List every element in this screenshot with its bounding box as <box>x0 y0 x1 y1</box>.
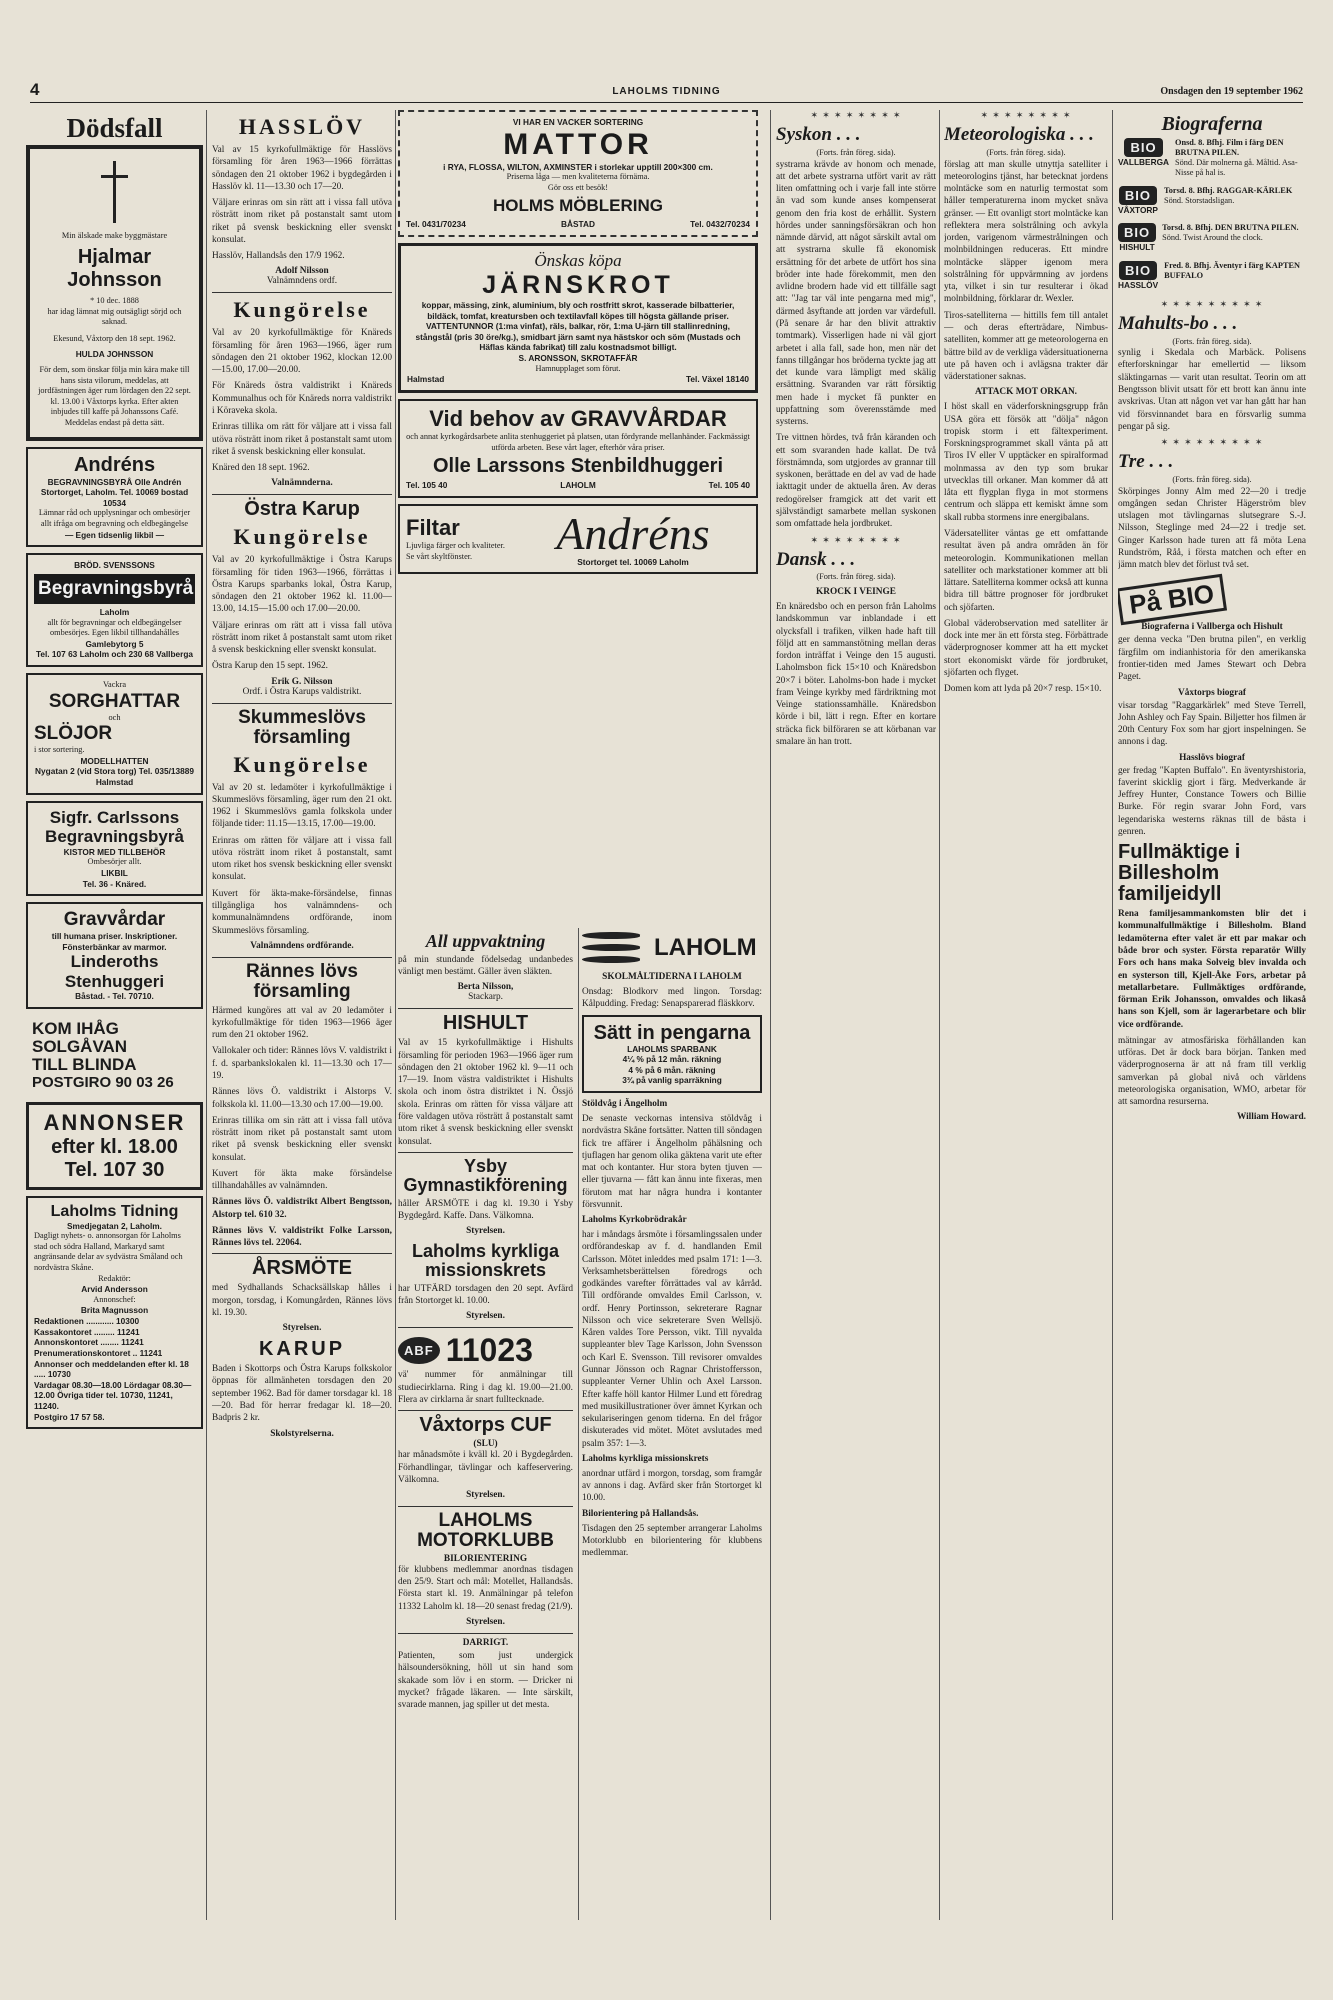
page-number: 4 <box>30 80 40 99</box>
editor-name: Arvid Andersson <box>81 1284 148 1295</box>
cinema-program: Onsd. 8. Bfhj. Film i färg DEN BRUTNA PILEN. <box>1175 138 1284 157</box>
ad-title: ANNONSER <box>43 1109 186 1135</box>
article-text: Rena familjesammankomsten blir det i kommunalfullmäktige i Billesholm. Bland ledamöterna efter valet är ett par makar och både bror och syster. Första reparatör Willy Fors och hans maka Solveig blev invalda och en systerson till, Kjell-Åke Fors, arbetar på metallarbetare. Fullmäktiges ordförande, förman Erik Johansson, omvaldes och likaså hans son Kjell, som är lagerarbetare och blir vice ordförande. <box>1118 909 1306 1030</box>
ad-andrens-funeral <box>26 447 203 548</box>
ad-town: LAHOLM <box>560 480 596 491</box>
notice-text: Väljare erinras om rätt att i vissa fall utöva rösträtt inom riket å postanstalt samt utom riket å svensk beskickning eller svenskt konsulat. <box>212 620 392 656</box>
ad-visit: Gör oss ett besök! <box>547 182 609 192</box>
article-continued: (Forts. från föreg. sida). <box>986 147 1066 157</box>
notice-signature: Styrelsen. <box>466 1490 505 1501</box>
ad-brand: Andréns <box>556 507 710 559</box>
masthead-info <box>26 1196 203 1430</box>
ad-carlssons <box>26 801 203 897</box>
masthead-text: Dagligt nyhets- o. annonsorgan för Laholms stad och södra Halland, Markaryd samt angränsande delar av sydvästra Småland och nordvästra Skåne. <box>34 1231 183 1273</box>
ad-phone: Tel. 107 30 <box>64 1158 165 1181</box>
ad-title: SORGHATTAR <box>48 690 181 712</box>
ad-text: Lämnar råd och upplysningar och ombesörjer allt ifråga om begravning och eldbegängelse <box>38 508 191 529</box>
cinema-vallberga <box>1118 138 1306 178</box>
notice-title: Ysby Gymnastikförening <box>403 1155 568 1195</box>
ad-phone: Tel. 0432/70234 <box>690 219 750 230</box>
ad-phone: Båstad. - Tel. 70710. <box>75 991 154 1002</box>
ad-contact-row <box>407 374 749 385</box>
notice-signature: Erik G. Nilsson <box>271 676 333 687</box>
issue-date: Onsdagen den 19 september 1962 <box>1160 86 1303 97</box>
bio-logo: BIO <box>1118 223 1156 242</box>
divider <box>398 1506 573 1507</box>
notice-signature: Styrelsen. <box>466 1616 505 1627</box>
notice-text: Erinras om rätten för väljare att i vissa fall utöva rösträtt inom riket å postanstalt, samt utom riket hos svensk beskickning eller svenskt konsulat. <box>212 835 392 883</box>
ad-top: VI HAR EN VACKER SORTERING <box>512 117 644 127</box>
notice-text: Val av 15 kyrkofullmäktige för Hasslövs församling för åren 1963—1966 förrättas söndagen den 21 oktober 1962 i bygdegården i Hasslöv kl. 11—13.30 och 17—20. <box>212 145 392 192</box>
notice-text: Härmed kungöres att val av 20 ledamöter i kyrkofullmäktige för tiden 1963—1966 äger rum den 21 oktober 1962. <box>212 1005 392 1041</box>
article-text: Onsdag: Blodkorv med lingon. Torsdag: Kålpudding. Fredag: Senapsparerad fläskkorv. <box>582 987 762 1010</box>
divider <box>212 292 392 293</box>
article-title: Våxtorps biograf <box>1178 687 1246 698</box>
phone-line: Redaktionen ............ 10300 <box>34 1316 140 1327</box>
ad-phone: Tel. 107 63 Laholm och 230 68 Vallberga <box>35 649 194 660</box>
ad-top: BRÖD. SVENSSONS <box>74 560 155 571</box>
article-text: visar torsdag "Raggarkärlek" med Steve Terrell, John Ashley och Fay Spain. Biljetter hos filmen är 20th Century Fox som har gjort inspelningen. Se annons i dag. <box>1118 700 1306 748</box>
article-title: Biograferna i Vallberga och Hishult <box>1141 622 1283 633</box>
notice-role: Ordf. i Östra Karups valdistrikt. <box>242 686 362 697</box>
column-ads-left <box>26 110 203 1920</box>
ad-footer: — Egen tidsenlig likbil — <box>64 529 165 540</box>
ad-sparbank <box>582 1015 762 1093</box>
ad-title: GRAVVÅRDAR <box>570 405 727 431</box>
notice-signature: Rännes lövs V. valdistrikt Folke Larsson, Rännes lövs tel. 22064. <box>212 1225 392 1249</box>
notice-text: Kuvert för äkta-make-försändelse, finnas tillgängliga hos valnämndens- och kommunalnämndens ordförande, inom Skummeslövs församling. <box>212 888 392 936</box>
section-stars: ✶ ✶ ✶ ✶ ✶ ✶ ✶ ✶ <box>810 534 902 545</box>
article-text: Patienten, som just undergick hälsoundersökning, höll ut sin hand som skakade som löv i en storm. — Dricker ni mycket? frågade läkaren. — Inte särskilt, svarade mannen, jag spiller ut det mesta. <box>398 1650 573 1711</box>
ad-top: Önskas köpa <box>534 251 622 271</box>
ad-place: Laholm <box>99 606 130 617</box>
notice-text: håller ÅRSMÖTE i dag kl. 19.30 i Ysby Bygdegård. Kaffe. Dans. Välkomna. <box>398 1198 573 1221</box>
article-author: William Howard. <box>1236 1112 1306 1123</box>
notice-text: Vallokaler och tider: Rännes lövs V. valdistrikt i f. d. sparbankslokalen kl. 11—13.30 och 17—19. <box>212 1046 392 1081</box>
article-title: Stöldvåg i Ängelholm <box>582 1098 668 1109</box>
masthead-title: Laholms Tidning <box>50 1202 179 1220</box>
notice-title: Våxtorps CUF <box>419 1414 552 1437</box>
divider <box>398 1410 573 1411</box>
page-header <box>30 80 1303 103</box>
article-title: DARRIGT. <box>462 1637 509 1648</box>
column-biografer <box>1118 110 1306 1920</box>
article-title: Syskon . . . <box>776 124 861 145</box>
divider <box>212 1253 392 1254</box>
notice-signature: Adolf Nilsson <box>275 266 329 277</box>
cinema-info <box>1164 186 1292 206</box>
ad-address: Stortorget, Laholm. Tel. 10069 bostad 10534 <box>40 487 189 508</box>
notice-date: Östra Karup den 15 sept. 1962. <box>212 661 328 672</box>
ad-title-2: SLÖJOR <box>34 723 113 745</box>
cinema-vaxtorp <box>1118 186 1306 216</box>
ad-hearse: LIKBIL <box>101 867 128 878</box>
ad-title: Sigfr. Carlssons Begravningsbyrå <box>45 807 184 847</box>
ad-filtar <box>398 504 758 575</box>
newspaper-name: LAHOLMS TIDNING <box>612 86 721 97</box>
notice-subtitle: Kungörelse <box>233 524 371 550</box>
death-notice-heading: Dödsfall <box>66 113 163 143</box>
divider <box>398 1327 573 1328</box>
article-text: synlig i Skedala och Marbäck. Polisens efterforskningar har emellertid — liksom släktingarnas — varit utan resultat. Teorin om att Bengtsson blivit utsatt för ett brott kan ännu inte avskrivas. Utan att någon vet var han gått har han vid försvinnandet bara en försvarlig summa pengar på sig. <box>1118 348 1306 432</box>
notice-title: Laholms kyrkliga missionskrets <box>411 1241 560 1281</box>
cinema-brand <box>1118 186 1158 216</box>
ad-line: SOLGÅVAN <box>32 1036 128 1056</box>
column-divider <box>206 110 207 1920</box>
ad-sub: BEGRAVNINGSBYRÅ Olle Andrén <box>47 476 182 487</box>
cinema-hishult <box>1118 223 1306 253</box>
ad-title: Gravvårdar <box>63 909 166 931</box>
abf-phone-number: 11023 <box>445 1332 533 1369</box>
laholm-banner <box>582 928 762 968</box>
funeral-note: För dem, som önskar följa min kära make till hans sista vilorum, meddelas, att jordfästningen äger rum lördagen den 22 sept. kl. 13.00 i Våxtorps kyrka. Efter akten inbjudes till kaffe på Johanssons Café. Meddelas endast på detta sätt. <box>38 365 191 428</box>
notice-text: har UTFÄRD torsdagen den 20 sept. Avfärd från Stortorget kl. 10.00. <box>398 1283 573 1307</box>
ad-text: koppar, mässing, zink, aluminium, bly och rostfritt skrot, kasserade bilbatterier, bildäck, tomfat, kreatursben och textilavfall köpes till högsta gällande priser. <box>421 300 735 321</box>
cinema-program: Sönd. Storstadsligan. <box>1163 195 1235 205</box>
notice-signature: Berta Nilsson, <box>457 982 514 993</box>
laholm-title: LAHOLM <box>654 934 757 961</box>
ad-title: Sätt in pengarna <box>593 1021 751 1044</box>
article-text: systrarna krävde av honom och menade, att det arbete systrarna utfört varit av rätt liten omfattning och i varje fall inte större än vad som kunde anses kompenserat genom den fria kost de erhållit. Systern hördes under sanningsförsäkran och hon nämnde därvid, att något särskilt avtal om att systrarna skulle få ekonomisk ersättning för det arbete de utfört hos sina bröder inte hade förekommit, men den avlidne brodern hade vid ett tillfälle sagt att: "Jag tar väl inte pengarna med mig", därmed åsyftande att jorden var värdefull. (På senare år har den blivit attraktiv tomtmark). Visserligen hade ni väl gjort arbetet i alla fall, sade hon, men när det fanns tillgångar hos bröderna tyckte jag att det kunde vara lämpligt med skälig ersättning. Svaranden var rätt försiktig men hade i mycket få punkter en uppfattning som överensstämde med systerns. <box>776 159 936 428</box>
cinema-place: HASSLÖV <box>1118 280 1159 291</box>
article-title: Tre . . . <box>1118 451 1174 473</box>
deceased-name: Hjalmar Johnsson <box>67 245 162 291</box>
column-meteorologi <box>944 110 1108 1920</box>
ad-rate: 3¾ på vanlig sparräkning <box>622 1075 722 1086</box>
notice-title: LAHOLMS MOTORKLUBB <box>417 1510 554 1551</box>
notice-text: vä' nummer för anmälningar till studiecirklarna. Ring i dag kl. 19.00—21.00. Flera av cirklarna är snart fulltecknade. <box>398 1370 573 1405</box>
notice-subtitle: Kungörelse <box>233 751 371 777</box>
column-divider <box>578 928 579 1920</box>
divider <box>212 703 392 704</box>
ad-phone: Tel. 105 40 <box>406 480 448 491</box>
death-place: Ekesund, Våxtorp den 18 sept. 1962. <box>53 333 176 343</box>
notice-text: på min stundande födelsedag undanbedes vänligt men bestämt. Gäller även släkten. <box>398 954 573 978</box>
article-text: ger denna vecka "Den brutna pilen", en verklig färgfilm om indianhistoria för den amerikanska frontier-tiden med James Stewart och Debra Paget. <box>1118 635 1306 683</box>
article-text: Vädersatelliter väntas ge ett omfattande resultat även på andra områden än för meteorologin. Kommunikationen mellan satelliter och markstationer kommer att bli lättare. Satelliterna kommer också att kunna bidra till bättre prognoser för jordbruket och sjöfarten. <box>944 528 1108 613</box>
office-hours: Vardagar 08.30—18.00 Lördagar 08.30—12.00 Övriga tider tel. 10730, 11241, 11240. <box>34 1379 192 1411</box>
ad-shop: HOLMS MÖBLERING <box>493 196 663 216</box>
cinema-info <box>1175 138 1306 178</box>
article-headline: Fullmäktige i Billesholm familjeidyll <box>1118 841 1241 906</box>
article-title: ATTACK MOT ORKAN. <box>974 387 1077 398</box>
notice-title: HASSLÖV <box>238 114 366 139</box>
notice-title: KARUP <box>258 1338 346 1361</box>
article-text: En knäredsbo och en person från Laholms landskommun var inblandade i ett olycksfall i trafiken, vilken hade haft till följd att en sammanstötning mellan deras fordon inträffat i Veinge den 15 augusti. Laholmsbon fick 15×10 och Knäredsbon 20×7 i böter. Laholms-bon hade i mycket fram Veinge kyrkby med färdriktning mot Veinge stationssamhälle. Knäredsbon körde i bil, lätt i regn. Efter en kortare sträcka fick bilföraren se att körbanan var smalare än han trott. <box>776 602 936 747</box>
notice-date: Hasslöv, Hallandsås den 17/9 1962. <box>212 251 345 262</box>
ad-abf <box>398 1332 573 1369</box>
section-stars: ✶ ✶ ✶ ✶ ✶ ✶ ✶ ✶ ✶ <box>1160 437 1264 448</box>
ad-title: MATTOR <box>503 127 653 161</box>
notice-title: Rännes lövs församling <box>246 960 358 1002</box>
ad-phone: Tel. 36 - Knäred. <box>82 878 147 889</box>
ad-sorghattar <box>26 673 203 795</box>
divider <box>398 1633 573 1634</box>
article-text: mätningar av atmosfäriska förhållanden kan utföras. Det är dock bara början. Tanken med väderprognoserna är att nå fram till verklig samverkan på global nivå och världens meteorologiska organisation, WMO, arbetar för att samordna resurserna. <box>1118 1035 1306 1108</box>
article-title: Dansk . . . <box>776 548 856 570</box>
cinema-place: VÅXTORP <box>1118 204 1158 215</box>
notice-text: Rännes lövs Ö. valdistrikt i Alstorps V. folkskola kl. 11.00—13.30 och 17.00—19.00. <box>212 1087 392 1110</box>
notice-text: Erinras tillika om rätt för väljare att i vissa fall utöva rösträtt inom riket å postanstalt samt utom riket å svensk beskickning eller konsulat. <box>212 422 392 457</box>
column-divider <box>1112 110 1113 1920</box>
cinema-brand <box>1118 261 1158 291</box>
article-continued: (Forts. från föreg. sida). <box>1172 336 1252 346</box>
ad-conjunction: och <box>108 712 121 722</box>
notice-signature: Valnämnderna. <box>271 478 333 489</box>
phone-line: Prenumerationskontoret .. 11241 <box>34 1347 163 1358</box>
cinema-program: Sönd. Twist Around the clock. <box>1162 233 1263 243</box>
ad-text: Ljuvliga färger och kvaliteter. Se vårt skyltfönster. <box>406 541 505 562</box>
masthead-address: Smedjegatan 2, Laholm. <box>67 1220 162 1231</box>
ad-title: Andréns <box>73 453 156 476</box>
notice-text: Val av 20 kyrkofullmäktige i Östra Karups församling för tiden 1963—1966, förrättas i Östra Karups sparbanks lokal, Östra Karup, söndagen den 21 oktober 1962 kl. 11.00—13.00, 14.15—15.00 och 17.00—20.00. <box>212 555 392 615</box>
notice-text: för klubbens medlemmar anordnas tisdagen den 25/9. Start och mål: Motellet, Hallandsås. Första start kl. 19. Anmälningar på telefon 11332 Laholm kl. 18—20 senast fredag (21/9). <box>398 1564 573 1612</box>
ad-mattor <box>398 110 758 237</box>
ad-address: Stortorget tel. 10069 Laholm <box>577 556 689 567</box>
article-continued: (Forts. från föreg. sida). <box>816 572 896 582</box>
fish-icon <box>582 928 646 968</box>
ad-sub: KISTOR MED TILLBEHÖR <box>63 846 166 857</box>
cross-icon <box>113 161 116 223</box>
article-title: SKOLMÅLTIDERNA I LAHOLM <box>602 972 742 982</box>
ad-text: och annat kyrkogårdsarbete anlita stenhuggeriet på platsen, utan fördyrande mellanhänder. Fackmässigt utförda arbeten. Bese vårt lager, efterhör våra priser. <box>406 431 750 452</box>
column-syskon <box>776 110 936 1920</box>
phone-line: Annonser och meddelanden efter kl. 18 ..... 10730 <box>34 1358 189 1380</box>
column-articles-mid <box>582 928 762 1920</box>
cinema-program: Sönd. Där molnerna gå. Måltid. Asa-Nisse på hal is. <box>1175 157 1298 177</box>
notice-text: Väljare erinras om sin rätt att i vissa fall utöva rösträtt inom riket på postanstalt samt utom riket på svensk beskickning eller svenskt konsulat. <box>212 198 392 245</box>
ad-text: till humana priser. Inskriptioner. Fönsterbänkar av marmor. <box>51 931 178 952</box>
notice-title: Kungörelse <box>233 297 371 323</box>
notice-text: Val av 20 st. ledamöter i kyrkofullmäktige i Skummeslövs församling, äger rum den 21 okt. 1962 i Skummeslövs gamla folkskola under följande tider: 11.15—13.15, 17.00—19.00. <box>212 782 392 830</box>
notice-text: Val av 15 kyrkofullmäktige i Hishults församling för perioden 1963—1966 äger rum söndagen den 21 oktober 1962 kl. 9—11 och 17—19. Inom västra valdistriktet i Hishults skola och inom östra distriktet i N. Össjö skola. Erinras om rätten för vissa väljare att före valdagen utöva rösträtt å postanstalt samt utom riket å svensk beskickning eller svenskt konsulat. <box>398 1038 573 1147</box>
column-notices <box>212 110 392 1920</box>
cinema-place: VALLBERGA <box>1118 157 1170 167</box>
article-text: har i måndags årsmöte i församlingssalen under ordförandeskap av f. d. handlanden Emil Carlsson. Mötet inleddes med psalm 171: 1—3. Verksamhetsberättelsen föredrogs och godkändes varefter förrättades val av kårråd. Till ordförande omvaldes Emil Carlsson, v. ordf. Henry Portinsson, sekreterare Ragnar Nilsson och vice sekreterare Sven Wellsjö. Kåren valdes Tore Persson, vikt. Till nyvalda suppleanter blev Tage Karlsson, John Svensson och Karl E. Svensson. Till revisorer omvaldes Gunnar Jönsson och Ragnar Christoffersson, suppleanter Verner Uhlin och Axel Larsson. Efter kaffe höll kantor Hilmer Lund ett föredrag med musikillustrationer över ämnet Kyrkan och sekulariseringen genom tiderna. En del frågor diskuterades vid mötet. Mötet avslutades med psalm 357: 1—3. <box>582 1230 762 1449</box>
divider <box>212 957 392 958</box>
ad-text: Priserna låga — men kvaliteterna förnäma. <box>506 172 650 182</box>
ad-shop: MODELLHATTEN <box>80 755 149 766</box>
divider <box>212 494 392 495</box>
ad-address: Hamnupplaget som förut. <box>535 363 621 373</box>
ad-gravvardar-linderoth <box>26 902 203 1009</box>
notice-place: Stackarp. <box>468 992 503 1003</box>
notice-signature: Rännes lövs Ö. valdistrikt Albert Bengtsson, Alstorp tel. 610 32. <box>212 1197 392 1220</box>
postgiro: Postgiro 17 57 58. <box>34 1411 105 1422</box>
column-divider <box>395 110 396 1920</box>
ad-sub: i stor sortering. <box>34 745 85 755</box>
phone-line: Kassakontoret ......... 11241 <box>34 1326 140 1337</box>
notice-text: Kuvert för äkta make försändelse tillhandahålles av valnämnden. <box>212 1168 392 1192</box>
ad-rate: 4¼ % på 12 mån. räkning <box>622 1054 722 1065</box>
article-text: De senaste veckornas intensiva stöldvåg i nordvästra Skåne fortsätter. Natten till söndagen fick tre affärer i Ängelholm påhälsning och tjuflagen har genom olika gäktena varit ute efter mat och kontanter. Hur stora byten tjuven — eller tjuvarna — fått kan ännu inte fixeras, men förutom mat har några hundra i kontanter försvunnit. <box>582 1113 762 1210</box>
ad-gravvardar-olle <box>398 399 758 498</box>
notice-subtitle: BILORIENTERING <box>443 1553 528 1564</box>
notice-text: med Sydhallands Schacksällskap hålles i morgon, torsdag, i Komungården, Rännes lövs kl. 19.30. <box>212 1283 392 1318</box>
column-divider <box>770 110 771 1920</box>
article-title: Mahults-bo . . . <box>1118 312 1238 334</box>
notice-title: All uppvaktning <box>425 931 546 951</box>
ad-title: JÄRNSKROT <box>482 271 674 300</box>
section-title: Biograferna <box>1161 113 1263 135</box>
article-text: förslag att man skulle utnyttja satelliter i meteorologins tjänst, har betecknat jordens molntäcke som en naturlig termostat som håller temperaturerna inom mycket snäva gränser. — Ett ovanligt stort molntäcke kan reflektera mera solstrålning och avkyla jorden, varigenom värmestrålningen och molnbildningen reduceras. Ett mindre molntäcke släpper igenom mera solstrålning för uppvärmning av jordens yta, vilket i sin tur resulterar i ökad molnbildning, förklarar dr. Wexler. <box>944 159 1108 305</box>
notice-signature: Skolstyrelserna. <box>270 1428 334 1439</box>
article-title: Meteorologiska . . . <box>944 124 1094 145</box>
article-text: Tiros-satelliterna — hittills fem till antalet — och deras efterträdare, Nimbus-satelliten, kommer att ge meteorologerna en bättre bild av de verkliga vädersituationerna ute på haven och i avlägsna trakter där väderstationer saknas. <box>944 310 1108 383</box>
editor-label: Redaktör: <box>98 1273 131 1283</box>
ad-town: BÅSTAD <box>561 219 595 230</box>
ad-rate: 4 % på 6 mån. räkning <box>628 1064 716 1075</box>
section-stars: ✶ ✶ ✶ ✶ ✶ ✶ ✶ ✶ <box>810 110 902 120</box>
death-text: har idag lämnat mig outsägligt sörjd och saknad. <box>47 306 182 327</box>
cinema-info <box>1162 223 1298 243</box>
ad-name: Olle Larssons Stenbildhuggeri <box>432 455 724 478</box>
ad-address: Nygatan 2 (vid Stora torg) Tel. 035/13889 Halmstad <box>35 766 194 788</box>
cinema-place: HISHULT <box>1119 242 1155 253</box>
column-divider <box>939 110 940 1920</box>
notice-title: HISHULT <box>442 1012 529 1035</box>
notice-subtitle: (SLU) <box>473 1439 498 1450</box>
notice-text: För Knäreds östra valdistrikt i Knäreds Kommunalhus och för Knäreds norra valdistrikt i Köraveka skola. <box>212 381 392 416</box>
ad-solgavan <box>26 1015 203 1096</box>
notice-role: Valnämndens ordf. <box>266 276 338 287</box>
article-text: Skörpinges Jonny Alm med 22—20 i tredje omgången sedan Christer Hägerström blev utslagen mot tävlingarnas slutsegrare S.-J. Nilsson, Steglinge med 24—22 i tredje set. Ginger Karlsson hade turen att få möta Lena Rundström, Råå, i första matchen och efter en jämn match blev det förlust två set. <box>1118 486 1306 571</box>
ad-text: allt för begravningar och eldbegängelser ombesörjes. Egen likbil tillhandahålles <box>47 617 182 638</box>
death-notice-intro: Min älskade make byggmästare <box>61 231 168 241</box>
column-wide-ads <box>398 110 758 922</box>
article-text: ger fredag "Kapten Buffalo". En äventyrshistoria, faverint skicklig gjort i färg. Medverkande är Jeffrey Hunter, Constance Towers och Billie Burke. För regin svarar John Ford, vars legendariska westerns räknas till de bästa i genren. <box>1118 765 1306 837</box>
cinema-brand <box>1118 223 1156 253</box>
ad-line: TILL BLINDA <box>32 1054 137 1074</box>
ad-svenssons <box>26 553 203 667</box>
article-text: I höst skall en väderforskningsgrupp från USA göra ett försök att "dölja" någon tropisk storm i ett fältexperiment. Forskningsprogrammet skall vänta på att Tiros IV eller V upptäcker en spiralformad molnmassa av den typ som brukar utvecklas till orkaner. Man kommer då att låta ett flygplan flyga in mot stormens centrum och släppa ett kemiskt ämne som skall rubba stormens inre energibalans. <box>944 402 1108 523</box>
cinema-program: Fred. 8. Bfhj. Äventyr i färg KAPTEN BUFFALO <box>1164 261 1300 280</box>
article-text: Tisdagen den 25 september arrangerar Laholms Motorklubb en bilorientering för klubbens medlemmar. <box>582 1523 762 1559</box>
ad-headline <box>406 406 750 432</box>
ad-phone: Tel. 0431/70234 <box>406 219 466 230</box>
ad-title: Filtar <box>406 515 460 541</box>
article-text: anordnar utfärd i morgon, torsdag, som framgår av annons i dag. Avfärd sker från Stortorget kl 10.00. <box>582 1468 762 1504</box>
ad-contact-row <box>406 219 750 230</box>
ad-sub: i RYA, FLOSSA, WILTON, AXMINSTER i storlekar upptill 200×300 cm. <box>443 161 713 172</box>
ad-address: Gamlebytorg 5 <box>85 638 144 649</box>
section-stars: ✶ ✶ ✶ ✶ ✶ ✶ ✶ ✶ <box>980 110 1072 120</box>
pa-bio-banner: På BIO <box>1118 574 1227 626</box>
ad-top: Vid behov av <box>429 405 565 431</box>
ad-postgiro: POSTGIRO 90 03 26 <box>32 1073 174 1091</box>
phone-line: Annonskontoret ........ 11241 <box>34 1337 144 1348</box>
ad-chief-label: Annonschef: <box>93 1294 136 1304</box>
bio-logo: BIO <box>1119 261 1157 280</box>
article-text: Global väderobservation med satelliter är dock inte mer än ett första steg. Förbättrade väderprognoser kommer att ha ett mycket stort ekonomiskt värde för jordbruket, sjöfarten och flyget. <box>944 618 1108 678</box>
article-continued: (Forts. från föreg. sida). <box>1172 474 1252 484</box>
abf-logo: ABF <box>398 1337 440 1364</box>
article-title: Laholms kyrkliga missionskrets <box>582 1453 709 1464</box>
notice-title: Skummeslövs församling <box>238 706 366 748</box>
ad-jarnskrot <box>398 243 758 393</box>
article-title: Hasslövs biograf <box>1179 752 1245 763</box>
article-title: KROCK I VEINGE <box>816 587 896 598</box>
notice-signature: Styrelsen. <box>282 1323 322 1334</box>
death-signer: HULDA JOHNSSON <box>75 349 154 360</box>
ad-name: Linderoths Stenhuggeri <box>64 952 165 991</box>
ad-town: Halmstad <box>407 374 445 385</box>
divider <box>398 1008 573 1009</box>
cinema-hasslov <box>1118 261 1306 291</box>
death-notice <box>26 145 203 440</box>
article-title: Bilorientering på Hallandsås. <box>582 1508 699 1519</box>
notice-title: Östra Karup <box>244 498 360 521</box>
birth-date: * 10 dec. 1888 <box>90 295 139 305</box>
ad-title: Begravningsbyrå <box>34 574 195 604</box>
cinema-program: Torsd. 8. Bfhj. DEN BRUTNA PILEN. <box>1162 223 1299 233</box>
ad-text: Ombesörjer allt. <box>87 857 142 867</box>
notice-title: ÅRSMÖTE <box>252 1257 352 1280</box>
notice-signature: Valnämndens ordförande. <box>250 940 354 951</box>
bio-logo: BIO <box>1124 138 1162 157</box>
section-stars: ✶ ✶ ✶ ✶ ✶ ✶ ✶ ✶ ✶ <box>1160 298 1264 309</box>
ad-line: KOM IHÅG <box>32 1019 119 1039</box>
ad-chief-name: Brita Magnusson <box>80 1305 149 1316</box>
column-lower-left <box>398 928 573 1920</box>
notice-text: Baden i Skottorps och Östra Karups folkskolor öppnas för allmänheten torsdagen den 20 september 1962. Bad för damer torsdagar kl. 18—20. Bad för herrar fredagar kl. 18—20. Badpris 2 kr. <box>212 1364 392 1424</box>
notice-date: Knäred den 18 sept. 1962. <box>212 463 310 474</box>
notice-text: Val av 20 kyrkofullmäktige för Knäreds församling för åren 1963—1966, äger rum söndagen den 21 oktober 1962, klockan 12.00—15.00, 17.00—20.00. <box>212 328 392 376</box>
ad-phone: Tel. Växel 18140 <box>685 374 749 385</box>
article-title: Laholms Kyrkobrödrakår <box>582 1215 687 1226</box>
ad-top: Vackra <box>102 679 127 689</box>
ad-right <box>516 507 750 568</box>
article-text: Tre vittnen hördes, två från käranden och ett som svaranden hade kallat. De två förstnämnda, som utgjordes av grannar till syskonen, berättade en del av vad de hade iakttagit under de aktuella åren. Av deras redogörelser framgick att det varit ett självständigt samarbete mellan syskonen som omfattade hela jordbruket. <box>776 433 936 530</box>
notice-text: Erinras tillika om sin rätt att i vissa fall utöva rösträtt inom riket på postanstalt samt utom riket på svensk beskickning eller svenskt konsulat. <box>212 1115 392 1163</box>
notice-signature: Styrelsen. <box>466 1311 505 1322</box>
divider <box>398 1152 573 1153</box>
ad-contact-row <box>406 480 750 491</box>
notice-signature: Styrelsen. <box>466 1226 505 1237</box>
notice-text: har månadsmöte i kväll kl. 20 i Bygdegården. Förhandlingar, tävlingar och kaffeservering. Välkomna. <box>398 1450 573 1485</box>
ad-sub: VATTENTUNNOR (1:ma vinfat), räls, balkar, rör, 1:ma U-järn till stallinredning, stångstål (pris 30 öre/kg.), smidbart järn samt nya hästskor och söm (Mustads och Häflas kända fabrikat) till zalu kostnadsmot billigt. <box>415 321 741 353</box>
article-continued: (Forts. från föreg. sida). <box>816 147 896 157</box>
ad-time: efter kl. 18.00 <box>51 1135 178 1158</box>
ad-name: S. ARONSSON, SKROTAFFÄR <box>518 353 638 364</box>
cinema-info <box>1164 261 1306 281</box>
bio-logo: BIO <box>1119 186 1157 205</box>
cinema-program: Torsd. 8. Bfhj. RAGGAR-KÄRLEK <box>1163 185 1293 195</box>
ad-annonser <box>26 1102 203 1190</box>
ad-bank: LAHOLMS SPARBANK <box>627 1043 717 1054</box>
article-text: Domen kom att lyda på 20×7 resp. 15×10. <box>944 684 1102 695</box>
ad-left <box>406 515 506 562</box>
ad-phone: Tel. 105 40 <box>708 480 750 491</box>
cinema-brand <box>1118 138 1169 168</box>
